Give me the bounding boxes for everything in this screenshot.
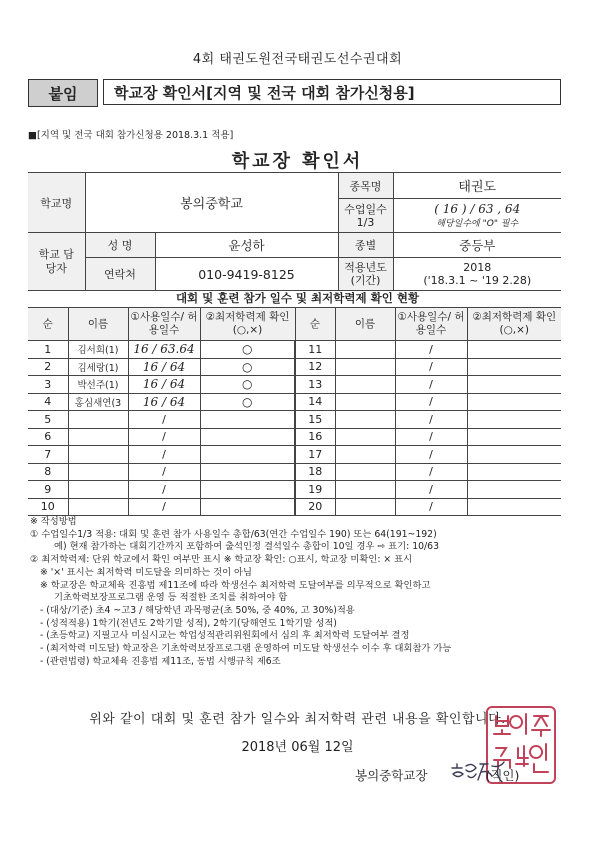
- row-number: 8: [28, 463, 68, 481]
- grade-check: [200, 411, 295, 429]
- note-line: ※ 작성방법: [30, 516, 77, 527]
- days-label: 수업일수 1/3: [338, 199, 393, 233]
- participant-name: [335, 498, 395, 516]
- table-row: [28, 341, 561, 359]
- row-number: 12: [295, 358, 335, 376]
- sport-value: 태권도: [393, 173, 561, 199]
- row-number: 18: [295, 463, 335, 481]
- days-used: /: [128, 428, 200, 446]
- grade-check: [467, 358, 561, 376]
- row-number: 9: [28, 481, 68, 499]
- days-used: /: [395, 341, 467, 359]
- note-line: 기초학력보장프로그램 운영 등 적절한 조치를 취하여야 함: [54, 592, 288, 604]
- row-number: 15: [295, 411, 335, 429]
- header-days-2: ①사용일수/ 허용일수: [395, 308, 467, 341]
- note-line: 예) 현재 참가하는 대회기간까지 포함하여 출석인정 결석일수 총합이 10일 경우 ⇨ 표기: 10/63: [54, 541, 440, 553]
- row-number: 3: [28, 376, 68, 394]
- grade-check: [200, 481, 295, 499]
- grade-check: ○: [200, 393, 295, 411]
- grade-check: ○: [200, 358, 295, 376]
- header-grade: ②최저학력제 확인(○,×): [200, 308, 295, 341]
- phone-label: 연락처: [85, 258, 155, 291]
- year-cell: [393, 258, 561, 291]
- row-number: 1: [28, 341, 68, 359]
- participant-name: [335, 341, 395, 359]
- participant-name: [335, 376, 395, 394]
- grade-check: [467, 411, 561, 429]
- phone-value: 010-9419-8125: [155, 258, 338, 291]
- row-number: 16: [295, 428, 335, 446]
- participant-name: [335, 463, 395, 481]
- participant-name: [335, 393, 395, 411]
- days-used: /: [128, 446, 200, 464]
- row-number: 17: [295, 446, 335, 464]
- grade-check: [467, 481, 561, 499]
- participant-name: [335, 358, 395, 376]
- days-used: 16 / 64: [128, 358, 200, 376]
- table-row: [28, 358, 561, 376]
- table-row: [28, 481, 561, 499]
- header-days: ①사용일수/ 허용일수: [128, 308, 200, 341]
- event-title: 4회 태권도원전국태권도선수권대회: [192, 52, 403, 67]
- row-number: 11: [295, 341, 335, 359]
- table-row: [28, 446, 561, 464]
- participant-name: [335, 428, 395, 446]
- status-table: [28, 307, 561, 516]
- grade-check: ○: [200, 376, 295, 394]
- days-used: 16 / 64: [128, 376, 200, 394]
- row-number: 7: [28, 446, 68, 464]
- status-table-title: 대회 및 훈련 참가 일수 및 최저학력제 확인 현황: [175, 291, 420, 305]
- row-number: 5: [28, 411, 68, 429]
- participant-name: [335, 481, 395, 499]
- participant-name: [335, 446, 395, 464]
- note-line: - (최저학력 미도달) 학교장은 기초학력보장프로그램 운영하여 미도달 학생선수 이수 후 대회참가 가능: [40, 643, 452, 655]
- row-number: 6: [28, 428, 68, 446]
- row-number: 13: [295, 376, 335, 394]
- note-line: - (관련법령) 학교체육 진흥법 제11조, 동법 시행규칙 제6조: [40, 655, 281, 667]
- period-value: ('18.3.1 ~ '19 2.28): [423, 274, 532, 287]
- seal-placeholder: (직인): [485, 768, 520, 783]
- days-used: /: [395, 428, 467, 446]
- table-row: [28, 463, 561, 481]
- days-used: /: [395, 446, 467, 464]
- days-used: /: [395, 463, 467, 481]
- participant-name: [68, 411, 128, 429]
- attachment-badge: 붙임: [28, 79, 98, 107]
- grade-check: [467, 393, 561, 411]
- handwritten-signature: [448, 756, 508, 786]
- days-hint: 해당일수에 "O" 필수: [436, 219, 519, 229]
- note-line: ※ 학교장은 학교체육 진흥법 제11조에 따라 학생선수 최저학력 도달여부를 의무적으로 확인하고: [40, 579, 431, 591]
- row-number: 20: [295, 498, 335, 516]
- row-number: 2: [28, 358, 68, 376]
- name-value: 윤성하: [155, 233, 338, 258]
- table-row: [28, 428, 561, 446]
- info-table: [28, 172, 561, 291]
- grade-check: [467, 341, 561, 359]
- participant-name: 박선주(1): [68, 376, 128, 394]
- table-row: [28, 411, 561, 429]
- writing-instructions: [30, 516, 570, 668]
- days-used: /: [395, 498, 467, 516]
- participant-name: [335, 411, 395, 429]
- days-used: /: [128, 463, 200, 481]
- days-used: /: [395, 393, 467, 411]
- row-number: 14: [295, 393, 335, 411]
- note-line: ※ '×' 표시는 최저학력 미도달을 의미하는 것이 아님: [40, 566, 253, 578]
- participant-name: [68, 428, 128, 446]
- grade-check: [200, 498, 295, 516]
- days-cell: [393, 199, 561, 233]
- note-line: - (성적적용) 1학기(전년도 2학기말 성적), 2학기(당해연도 1학기말 성적): [40, 617, 337, 629]
- participant-name: [68, 498, 128, 516]
- division-label: 종별: [338, 233, 393, 258]
- sport-label: 종목명: [338, 173, 393, 199]
- form-title: 학교장 확인서: [231, 151, 364, 172]
- principal-name: 봉의중학교장: [355, 768, 428, 783]
- note-line: - (대상/기준) 초4 ~고3 / 해당학년 과목평균(초 50%, 중 40%, 고 30%)적용: [40, 604, 355, 616]
- days-used: /: [395, 481, 467, 499]
- participant-name: [68, 481, 128, 499]
- document-subtitle: 학교장 확인서[지역 및 전국 대회 참가신청용]: [103, 79, 561, 105]
- school-value: 봉의중학교: [85, 173, 338, 233]
- year-value: 2018: [463, 261, 492, 274]
- year-label: 적용년도 (기간): [338, 258, 393, 291]
- name-label: 성 명: [85, 233, 155, 258]
- school-label: 학교명: [28, 173, 85, 233]
- grade-check: [200, 446, 295, 464]
- participant-name: 홍심새연(3: [68, 393, 128, 411]
- header-name: 이름: [68, 308, 128, 341]
- days-used: /: [128, 411, 200, 429]
- participant-name: [68, 446, 128, 464]
- table-row: [28, 393, 561, 411]
- grade-check: [467, 428, 561, 446]
- grade-check: [467, 463, 561, 481]
- manager-label: 학교 담당자: [28, 233, 85, 291]
- participant-name: 김서희(1): [68, 341, 128, 359]
- days-used: /: [395, 411, 467, 429]
- grade-check: [467, 498, 561, 516]
- note-line: ① 수업일수1/3 적용: 대회 및 훈련 참가 사용일수 총합/63(연간 수업일수 190) 또는 64(191~192): [30, 528, 437, 540]
- row-number: 4: [28, 393, 68, 411]
- participant-name: 김세랑(1): [68, 358, 128, 376]
- issue-date: 2018년 06월 12일: [241, 740, 354, 755]
- days-used: /: [395, 358, 467, 376]
- grade-check: [467, 446, 561, 464]
- days-used: /: [128, 498, 200, 516]
- note-line: - (초등학교) 지필고사 미실시교는 학업성적관리위원회에서 심의 후 최저학력 도달여부 결정: [40, 630, 410, 642]
- days-value: ( 16 ) / 63 , 64: [434, 202, 521, 216]
- note-line: ② 최저학력제: 단위 학교에서 확인 여부만 표시 ※ 학교장 확인: ○표시, 학교장 미확인: × 표시: [30, 554, 413, 566]
- days-used: 16 / 64: [128, 393, 200, 411]
- grade-check: [200, 463, 295, 481]
- header-no-2: 순: [295, 308, 335, 341]
- table-row: [28, 376, 561, 394]
- grade-check: [200, 428, 295, 446]
- table-row: [28, 498, 561, 516]
- days-used: 16 / 63.64: [128, 341, 200, 359]
- header-no: 순: [28, 308, 68, 341]
- row-number: 19: [295, 481, 335, 499]
- header-grade-2: ②최저학력제 확인(○,×): [467, 308, 561, 341]
- row-number: 10: [28, 498, 68, 516]
- division-value: 중등부: [393, 233, 561, 258]
- confirmation-statement: 위와 같이 대회 및 훈련 참가 일수와 최저학력 관련 내용을 확인합니다.: [89, 712, 506, 727]
- days-used: /: [128, 481, 200, 499]
- days-used: /: [395, 376, 467, 394]
- grade-check: [467, 376, 561, 394]
- form-note: ■[지역 및 전국 대회 참가신청용 2018.3.1 적용]: [28, 130, 234, 141]
- grade-check: ○: [200, 341, 295, 359]
- header-name-2: 이름: [335, 308, 395, 341]
- participant-name: [68, 463, 128, 481]
